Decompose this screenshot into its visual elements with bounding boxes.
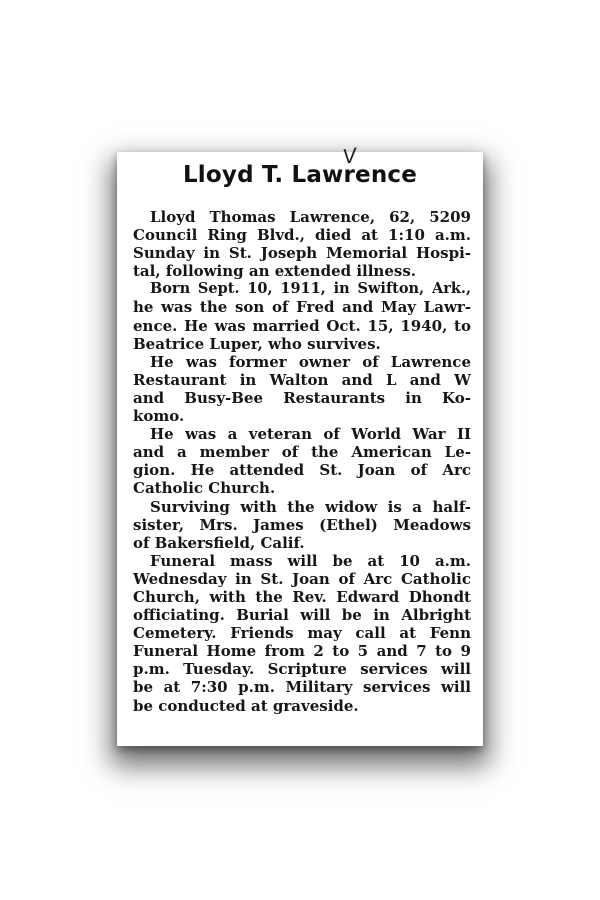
paragraph-line: Catholic Church. xyxy=(133,479,276,498)
paragraph-line: Beatrice Luper, who survives. xyxy=(133,334,381,353)
paragraph-line: He was a veteran of World War II xyxy=(150,425,471,444)
obituary-paragraph xyxy=(133,208,471,280)
obituary-paragraph xyxy=(133,498,471,552)
paragraph-line: p.m. Tuesday. Scripture services will xyxy=(133,660,471,679)
paragraph-line: gion. He attended St. Joan of Arc xyxy=(133,461,471,480)
obituary-paragraph xyxy=(133,353,471,425)
paragraph-line: and a member of the American Le- xyxy=(133,443,471,462)
paragraph-line: Funeral mass will be at 10 a.m. xyxy=(150,551,471,570)
obituary-headline: Lloyd T. Lawrence xyxy=(182,162,418,188)
paragraph-line: sister, Mrs. James (Ethel) Meadows xyxy=(133,515,471,534)
obituary-paragraph xyxy=(133,552,471,715)
paragraph-line: of Bakersfield, Calif. xyxy=(133,533,305,552)
paragraph-line: Restaurant in Walton and L and W xyxy=(133,370,471,389)
obituary-paragraph xyxy=(133,425,471,497)
paragraph-line: tal, following an extended illness. xyxy=(133,262,416,281)
paragraph-line: Sunday in St. Joseph Memorial Hospi- xyxy=(133,244,471,263)
obituary-paragraph xyxy=(133,280,471,352)
paragraph-line: Funeral Home from 2 to 5 and 7 to 9 xyxy=(133,642,471,661)
paragraph-line: Lloyd Thomas Lawrence, 62, 5209 xyxy=(150,208,471,226)
paragraph-line: komo. xyxy=(133,407,185,426)
obituary-body xyxy=(133,208,471,715)
paragraph-line: Born Sept. 10, 1911, in Swifton, Ark., xyxy=(150,280,471,298)
handwritten-mark: V xyxy=(341,143,359,169)
paragraph-line: be at 7:30 p.m. Military services will xyxy=(133,678,471,697)
paragraph-line: Cemetery. Friends may call at Fenn xyxy=(133,624,471,643)
paragraph-line: Wednesday in St. Joan of Arc Catholic xyxy=(133,569,471,588)
paragraph-line: and Busy-Bee Restaurants in Ko- xyxy=(133,388,471,407)
paragraph-line: ence. He was married Oct. 15, 1940, to xyxy=(133,316,471,335)
paragraph-line: Surviving with the widow is a half- xyxy=(150,497,471,516)
paragraph-line: Church, with the Rev. Edward Dhondt xyxy=(133,587,471,606)
paragraph-line: He was former owner of Lawrence xyxy=(150,352,471,371)
paragraph-line: officiating. Burial will be in Albright xyxy=(133,606,471,625)
paragraph-line: Council Ring Blvd., died at 1:10 a.m. xyxy=(133,226,471,245)
newspaper-clipping xyxy=(117,143,483,746)
paragraph-line: be conducted at graveside. xyxy=(133,696,359,715)
paragraph-line: he was the son of Fred and May Lawr- xyxy=(133,298,471,317)
